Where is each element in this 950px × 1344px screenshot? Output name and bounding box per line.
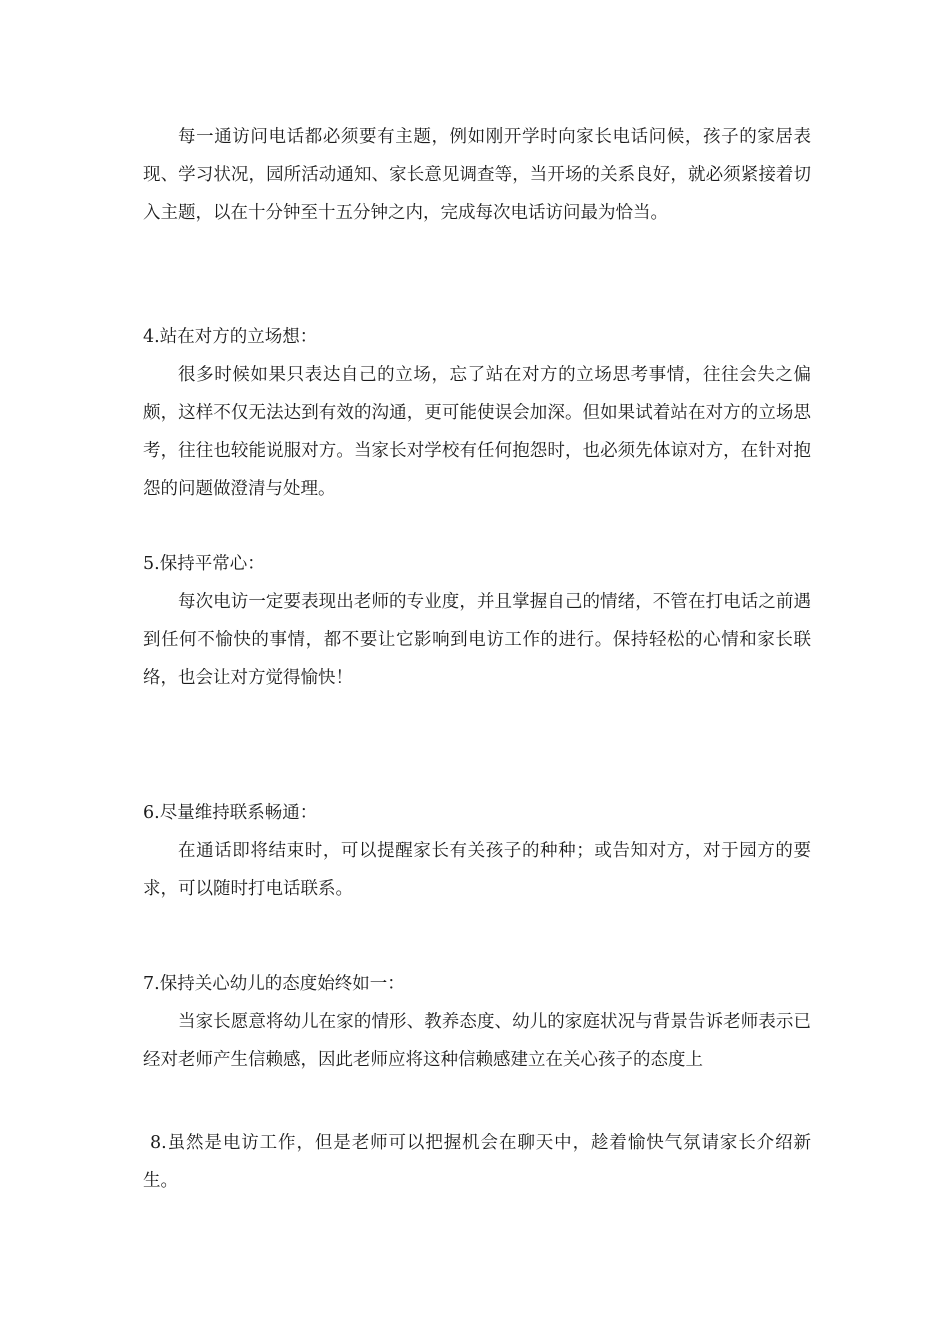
section-6-paragraph: 在通话即将结束时，可以提醒家长有关孩子的种种；或告知对方，对于园方的要求，可以随时打电话联系。 bbox=[143, 841, 811, 899]
section-4-heading: 4.站在对方的立场想： bbox=[143, 327, 318, 347]
section-4-paragraph: 很多时候如果只表达自己的立场，忘了站在对方的立场思考事情，往往会失之偏颇，这样不仅无法达到有效的沟通，更可能使误会加深。但如果试着站在对方的立场思考，往往也较能说服对方。当家长对学校有任何抱怨时，也必须先体谅对方，在针对抱怨的问题做澄清与处理。 bbox=[143, 365, 811, 499]
section-5-heading: 5.保持平常心： bbox=[143, 554, 265, 574]
section-7-paragraph: 当家长愿意将幼儿在家的情形、教养态度、幼儿的家庭状况与背景告诉老师表示已经对老师产生信赖感，因此老师应将这种信赖感建立在关心孩子的态度上 bbox=[143, 1012, 811, 1070]
intro-paragraph: 每一通访问电话都必须要有主题，例如刚开学时向家长电话问候，孩子的家居表现、学习状况，园所活动通知、家长意见调查等，当开场的关系良好，就必须紧接着切入主题，以在十分钟至十五分钟之内，完成每次电话访问最为恰当。 bbox=[143, 127, 811, 223]
section-5-paragraph: 每次电访一定要表现出老师的专业度，并且掌握自己的情绪，不管在打电话之前遇到任何不愉快的事情，都不要让它影响到电访工作的进行。保持轻松的心情和家长联络，也会让对方觉得愉快！ bbox=[143, 592, 811, 688]
section-6-heading: 6.尽量维持联系畅通： bbox=[143, 803, 318, 823]
point-8-paragraph: 8.虽然是电访工作，但是老师可以把握机会在聊天中，趁着愉快气氛请家长介绍新生。 bbox=[143, 1133, 811, 1191]
section-7-heading: 7.保持关心幼儿的态度始终如一： bbox=[143, 974, 405, 994]
